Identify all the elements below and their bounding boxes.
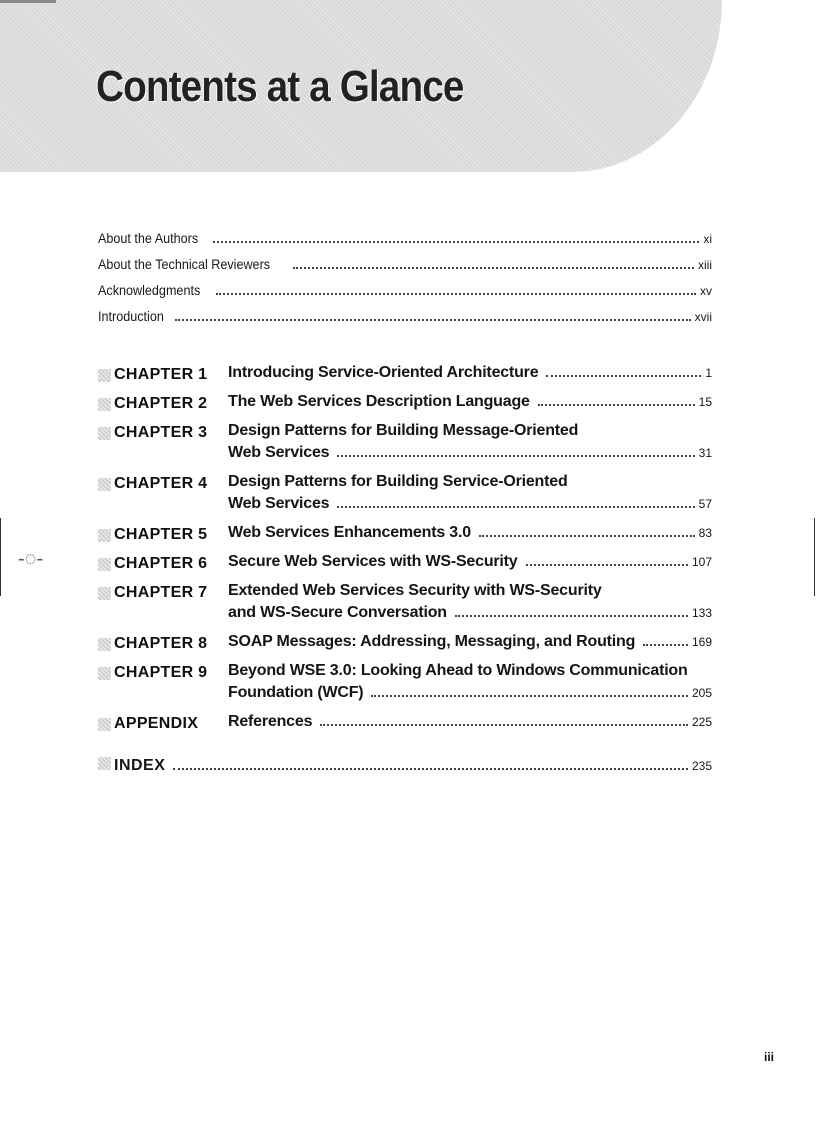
corner-mark [0,0,56,3]
bullet-box-icon [98,757,111,770]
bullet-box-icon [98,427,111,440]
chapter-page: 225 [691,715,712,729]
chapter-page: 205 [691,686,712,700]
chapter-label: CHAPTER 6 [114,555,208,572]
chapter-entry[interactable] [98,633,712,655]
index-page: 235 [691,759,712,773]
bullet-box-icon [98,369,111,382]
chapter-entry[interactable] [98,553,712,575]
chapter-label: CHAPTER 1 [114,366,208,383]
chapter-title-continued: Web Services [228,444,330,461]
left-edge-line [0,518,1,596]
chapter-title: Extended Web Services Security with WS-Security [228,582,602,599]
chapter-page: 169 [691,635,712,649]
chapter-entry[interactable] [98,524,712,546]
chapter-title: Secure Web Services with WS-Security [228,553,518,570]
chapter-title: SOAP Messages: Addressing, Messaging, and Routing [228,633,636,650]
chapter-title: Beyond WSE 3.0: Looking Ahead to Windows Communication [228,662,688,679]
chapter-title: Design Patterns for Building Service-Oriented [228,473,568,490]
dot-leader [173,768,688,770]
chapter-entry[interactable] [98,713,712,735]
dot-leader [455,615,688,617]
bullet-box-icon [98,529,111,542]
index-label: INDEX [114,757,166,774]
bullet-box-icon [98,478,111,491]
front-matter-label: Acknowledgments [98,282,201,298]
right-edge-line [814,518,815,596]
index-entry[interactable] [98,757,712,779]
chapter-label: CHAPTER 9 [114,664,208,681]
bullet-box-icon [98,638,111,651]
front-matter-label: Introduction [98,308,164,324]
chapter-label: CHAPTER 7 [114,584,208,601]
front-matter-row[interactable] [98,308,712,334]
front-matter-row[interactable] [98,282,712,308]
chapter-title: Design Patterns for Building Message-Oriented [228,422,579,439]
chapter-entry[interactable] [98,662,712,706]
dot-leader [216,293,696,295]
dot-leader [546,375,701,377]
chapter-title-continued: Foundation (WCF) [228,684,364,701]
chapter-entry[interactable] [98,393,712,415]
bullet-box-icon [98,667,111,680]
chapter-title-continued: and WS-Secure Conversation [228,604,447,621]
registration-mark-icon: -◌- [18,548,44,570]
chapter-list [98,364,712,742]
chapter-page: 107 [691,555,712,569]
chapter-page: 15 [698,395,712,409]
chapter-label: CHAPTER 2 [114,395,208,412]
chapter-label: APPENDIX [114,715,199,732]
front-matter-page: xvii [694,310,712,324]
chapter-entry[interactable] [98,364,712,386]
dot-leader [320,724,688,726]
front-matter-page: xv [700,284,712,298]
chapter-page: 1 [705,366,712,380]
chapter-label: CHAPTER 3 [114,424,208,441]
chapter-entry[interactable] [98,422,712,466]
chapter-title: The Web Services Description Language [228,393,530,410]
dot-leader [538,404,695,406]
chapter-entry[interactable] [98,473,712,517]
chapter-entry[interactable] [98,582,712,626]
bullet-box-icon [98,398,111,411]
dot-leader [293,267,694,269]
front-matter-label: About the Authors [98,230,199,246]
front-matter-list [98,230,712,334]
dot-leader [337,506,694,508]
bullet-box-icon [98,718,111,731]
page-number: iii [764,1050,775,1064]
dot-leader [479,535,695,537]
dot-leader [213,241,699,243]
chapter-page: 133 [691,606,712,620]
dot-leader [526,564,688,566]
front-matter-row[interactable] [98,256,712,282]
chapter-label: CHAPTER 4 [114,475,208,492]
chapter-label: CHAPTER 8 [114,635,208,652]
dot-leader [371,695,688,697]
dot-leader [175,319,690,321]
chapter-title: Web Services Enhancements 3.0 [228,524,471,541]
chapter-page: 31 [698,446,712,460]
chapter-title-continued: Web Services [228,495,330,512]
chapter-title: References [228,713,313,730]
chapter-page: 83 [698,526,712,540]
front-matter-page: xi [703,232,712,246]
page-title: Contents at a Glance [96,62,464,111]
chapter-title: Introducing Service-Oriented Architecture [228,364,539,381]
bullet-box-icon [98,558,111,571]
bullet-box-icon [98,587,111,600]
dot-leader [337,455,694,457]
chapter-label: CHAPTER 5 [114,526,208,543]
front-matter-page: xiii [698,258,712,272]
front-matter-label: About the Technical Reviewers [98,256,271,272]
chapter-page: 57 [698,497,712,511]
front-matter-row[interactable] [98,230,712,256]
dot-leader [643,644,688,646]
